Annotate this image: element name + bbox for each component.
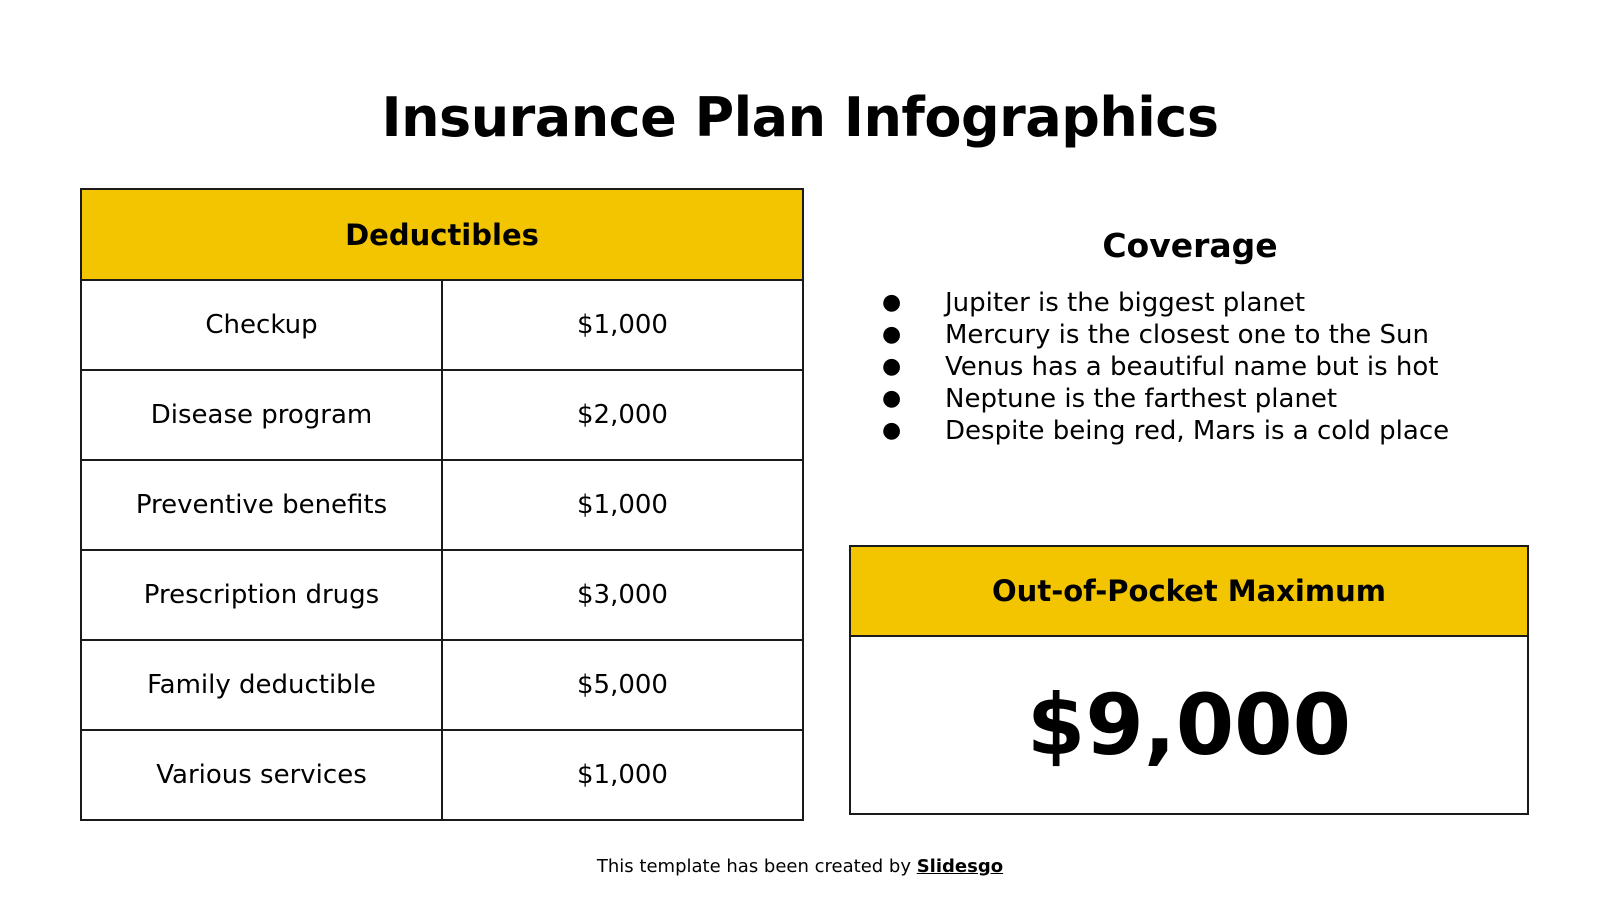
- deductible-value: $1,000: [442, 730, 803, 820]
- list-item: [880, 383, 1449, 415]
- out-of-pocket-header: Out-of-Pocket Maximum: [851, 547, 1527, 637]
- deductibles-header: Deductibles: [81, 189, 803, 280]
- table-row: [81, 640, 803, 730]
- coverage-item-text: Neptune is the farthest planet: [945, 384, 1338, 414]
- coverage-item-text: Venus has a beautiful name but is hot: [945, 352, 1439, 382]
- footer-text: This template has been created by: [596, 856, 917, 877]
- bullet-icon: ●: [882, 322, 902, 347]
- deductible-label: Prescription drugs: [81, 550, 442, 640]
- table-row: [81, 460, 803, 550]
- deductible-value: $3,000: [442, 550, 803, 640]
- list-item: [880, 287, 1449, 319]
- deductibles-table: [80, 188, 804, 821]
- list-item: [880, 319, 1449, 351]
- table-row: [81, 370, 803, 460]
- deductible-value: $2,000: [442, 370, 803, 460]
- deductible-label: Preventive benefits: [81, 460, 442, 550]
- coverage-item-text: Mercury is the closest one to the Sun: [945, 320, 1430, 350]
- bullet-icon: ●: [882, 418, 902, 443]
- out-of-pocket-box: [849, 545, 1529, 815]
- list-item: [880, 351, 1449, 383]
- deductible-value: $1,000: [442, 460, 803, 550]
- deductible-label: Various services: [81, 730, 442, 820]
- page-title: Insurance Plan Infographics: [381, 86, 1219, 149]
- list-item: [880, 415, 1449, 447]
- footer-credit: [0, 856, 1600, 877]
- bullet-icon: ●: [882, 354, 902, 379]
- slidesgo-link[interactable]: Slidesgo: [916, 856, 1004, 877]
- coverage-title: Coverage: [1102, 226, 1278, 265]
- table-row: [81, 280, 803, 370]
- deductible-value: $5,000: [442, 640, 803, 730]
- table-row: [81, 730, 803, 820]
- out-of-pocket-value: $9,000: [1026, 676, 1352, 774]
- deductible-label: Checkup: [81, 280, 442, 370]
- table-row: [81, 550, 803, 640]
- coverage-item-text: Despite being red, Mars is a cold place: [945, 416, 1450, 446]
- deductible-value: $1,000: [442, 280, 803, 370]
- deductible-label: Disease program: [81, 370, 442, 460]
- bullet-icon: ●: [882, 290, 902, 315]
- coverage-list: [880, 287, 1449, 447]
- coverage-item-text: Jupiter is the biggest planet: [945, 288, 1306, 318]
- bullet-icon: ●: [882, 386, 902, 411]
- deductible-label: Family deductible: [81, 640, 442, 730]
